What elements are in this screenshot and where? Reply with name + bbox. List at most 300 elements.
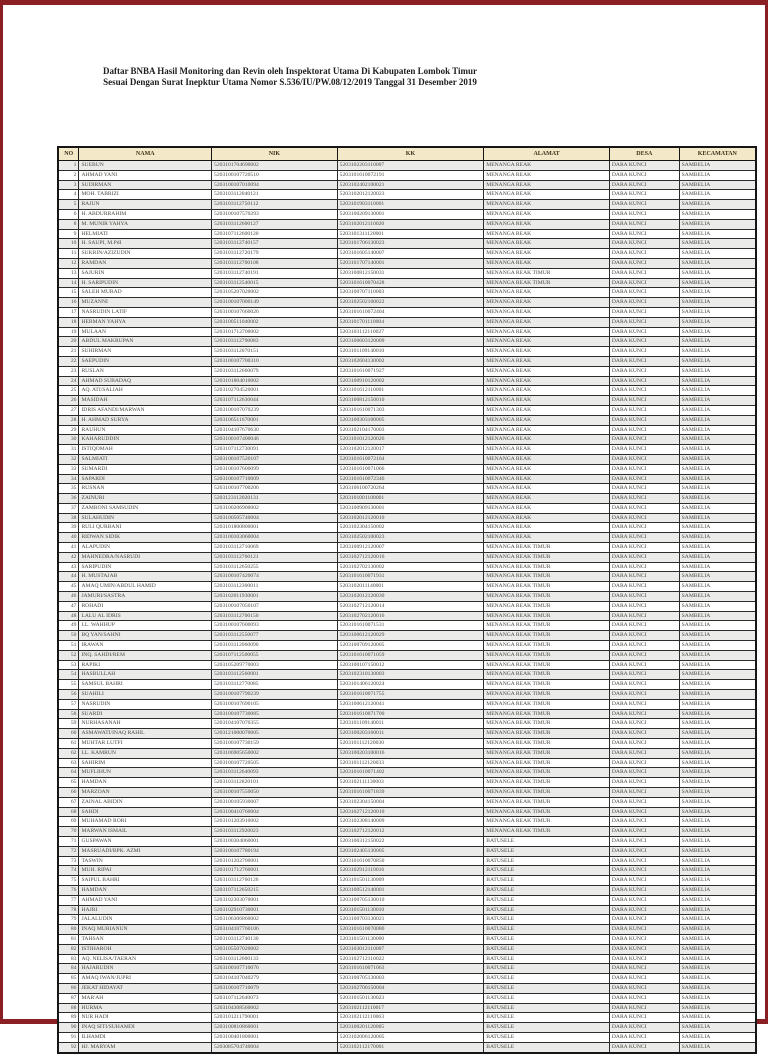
cell-nik: 5203100107070239 (212, 405, 338, 415)
cell-no: 53 (58, 660, 79, 670)
cell-nama: ASMAWATI/INAQ RAHIL (79, 729, 212, 739)
table-row (58, 249, 756, 259)
table-row (58, 778, 756, 788)
cell-kk: 5203102104170003 (337, 425, 484, 435)
cell-alamat: MENANGA REAK (484, 503, 610, 513)
cell-kecamatan: SAMBELIA (679, 219, 756, 229)
cell-alamat: MENANGA REAK (484, 239, 610, 249)
cell-desa: DARA KUNCI (609, 523, 679, 533)
table-row (58, 239, 756, 249)
cell-kk: 5203102308140009 (337, 817, 484, 827)
cell-desa: DARA KUNCI (609, 592, 679, 602)
cell-nama: M. MUNIR YAHYA (79, 219, 212, 229)
cell-desa: DARA KUNCI (609, 788, 679, 798)
cell-alamat: MENANGA REAK (484, 533, 610, 543)
cell-nama: H. MUSTAJAB (79, 572, 212, 582)
cell-kecamatan: SAMBELIA (679, 170, 756, 180)
cell-desa: DARA KUNCI (609, 866, 679, 876)
table-row (58, 964, 756, 974)
cell-nik: 5203101211790001 (212, 1013, 338, 1023)
table-row (58, 317, 756, 327)
table-row (58, 915, 756, 925)
cell-alamat: MENANGA REAK (484, 288, 610, 298)
cell-nama: RAJUN (79, 200, 212, 210)
column-header-kecamatan: KECAMATAN (679, 147, 756, 161)
cell-kk: 5203101610071402 (337, 768, 484, 778)
cell-no: 92 (58, 1042, 79, 1052)
cell-kecamatan: SAMBELIA (679, 876, 756, 886)
cell-kk: 5203102012120017 (337, 445, 484, 455)
cell-nik: 5203103112710069 (212, 543, 338, 553)
cell-no: 30 (58, 435, 79, 445)
cell-alamat: MENANGA REAK TIMUR (484, 601, 610, 611)
cell-alamat: MENANGA REAK (484, 445, 610, 455)
cell-nama: KAHARUDDIN (79, 435, 212, 445)
cell-kk: 5203101112120030 (337, 739, 484, 749)
cell-kecamatan: SAMBELIA (679, 895, 756, 905)
cell-kk: 5203101610071755 (337, 690, 484, 700)
table-row (58, 552, 756, 562)
cell-no: 73 (58, 856, 79, 866)
cell-nik: 5203100206900002 (212, 503, 338, 513)
cell-alamat: MENANGA REAK (484, 415, 610, 425)
cell-kk: 5203101610072346 (337, 474, 484, 484)
cell-kecamatan: SAMBELIA (679, 974, 756, 984)
cell-kecamatan: SAMBELIA (679, 513, 756, 523)
cell-nik: 5203103112300011 (212, 582, 338, 592)
cell-nama: SUARDI (79, 709, 212, 719)
cell-nama: SUMARDI (79, 464, 212, 474)
cell-nama: RAPIKI (79, 660, 212, 670)
cell-nama: NUR HADI (79, 1013, 212, 1023)
cell-kecamatan: SAMBELIA (679, 690, 756, 700)
cell-no: 48 (58, 611, 79, 621)
cell-nik: 5203106905650002 (212, 748, 338, 758)
cell-nik: 5203107112730091 (212, 445, 338, 455)
cell-desa: DARA KUNCI (609, 229, 679, 239)
cell-kecamatan: SAMBELIA (679, 660, 756, 670)
table-row (58, 543, 756, 553)
cell-desa: DARA KUNCI (609, 974, 679, 984)
table-row (58, 258, 756, 268)
cell-nik: 5203100107010094 (212, 180, 338, 190)
cell-no: 34 (58, 474, 79, 484)
cell-kecamatan: SAMBELIA (679, 592, 756, 602)
cell-nama: SUEBUN (79, 161, 212, 171)
table-row (58, 415, 756, 425)
cell-nama: H. ABDURRAHIM (79, 209, 212, 219)
cell-nama: GUSPAWAN (79, 836, 212, 846)
cell-desa: DARA KUNCI (609, 876, 679, 886)
cell-alamat: BATUSELE (484, 974, 610, 984)
cell-nama: SARIPUDIN (79, 562, 212, 572)
cell-kk: 5203101311120001 (337, 229, 484, 239)
cell-nama: TASWIN (79, 856, 212, 866)
table-row (58, 788, 756, 798)
cell-nik: 5203107112630044 (212, 396, 338, 406)
cell-nik: 5203100107600093 (212, 621, 338, 631)
cell-no: 45 (58, 582, 79, 592)
cell-kecamatan: SAMBELIA (679, 288, 756, 298)
cell-nama: ROHADI (79, 601, 212, 611)
cell-kk: 5203102012120010 (337, 513, 484, 523)
cell-kecamatan: SAMBELIA (679, 817, 756, 827)
cell-nama: RUSLAN (79, 366, 212, 376)
cell-nama: HELMIATI (79, 229, 212, 239)
cell-kecamatan: SAMBELIA (679, 670, 756, 680)
cell-alamat: MENANGA REAK (484, 219, 610, 229)
table-row (58, 190, 756, 200)
cell-desa: DARA KUNCI (609, 621, 679, 631)
cell-alamat: MENANGA REAK (484, 425, 610, 435)
cell-kecamatan: SAMBELIA (679, 866, 756, 876)
cell-no: 33 (58, 464, 79, 474)
cell-no: 76 (58, 885, 79, 895)
cell-desa: DARA KUNCI (609, 425, 679, 435)
cell-no: 4 (58, 190, 79, 200)
cell-nama: SAMSUL BAHRI (79, 680, 212, 690)
cell-nama: TAHSAN (79, 934, 212, 944)
cell-kecamatan: SAMBELIA (679, 934, 756, 944)
cell-desa: DARA KUNCI (609, 846, 679, 856)
table-row (58, 209, 756, 219)
cell-alamat: BATUSELE (484, 866, 610, 876)
cell-desa: DARA KUNCI (609, 533, 679, 543)
cell-nama: INAQ SITI/SUHAMDI (79, 1023, 212, 1033)
cell-kk: 5203102912110016 (337, 866, 484, 876)
cell-nik: 5203102704520001 (212, 386, 338, 396)
cell-kecamatan: SAMBELIA (679, 494, 756, 504)
cell-alamat: BATUSELE (484, 934, 610, 944)
cell-alamat: MENANGA REAK (484, 474, 610, 484)
cell-alamat: MENANGA REAK (484, 317, 610, 327)
cell-kecamatan: SAMBELIA (679, 405, 756, 415)
cell-kk: 5203100705130003 (337, 974, 484, 984)
table-row (58, 200, 756, 210)
cell-kecamatan: SAMBELIA (679, 983, 756, 993)
cell-kk: 5203101610070080 (337, 925, 484, 935)
cell-kk: 5203102112170001 (337, 1042, 484, 1052)
cell-desa: DARA KUNCI (609, 964, 679, 974)
cell-kk: 5203100201120005 (337, 1023, 484, 1033)
cell-kecamatan: SAMBELIA (679, 885, 756, 895)
cell-kk: 5203101112120033 (337, 758, 484, 768)
cell-no: 63 (58, 758, 79, 768)
cell-desa: DARA KUNCI (609, 582, 679, 592)
cell-kk: 5203100709120005 (337, 641, 484, 651)
cell-alamat: MENANGA REAK TIMUR (484, 552, 610, 562)
cell-nama: RUSNAN (79, 484, 212, 494)
cell-desa: DARA KUNCI (609, 366, 679, 376)
cell-nama: SAHIRIM (79, 758, 212, 768)
cell-desa: DARA KUNCI (609, 631, 679, 641)
cell-nama: MULAAN (79, 327, 212, 337)
cell-kecamatan: SAMBELIA (679, 836, 756, 846)
cell-kecamatan: SAMBELIA (679, 1023, 756, 1033)
table-row (58, 170, 756, 180)
cell-kk: 5203103112110027 (337, 327, 484, 337)
cell-no: 68 (58, 807, 79, 817)
cell-no: 56 (58, 690, 79, 700)
cell-no: 31 (58, 445, 79, 455)
cell-desa: DARA KUNCI (609, 464, 679, 474)
cell-alamat: MENANGA REAK (484, 209, 610, 219)
table-row (58, 356, 756, 366)
cell-nik: 5203100107710009 (212, 474, 338, 484)
table-row (58, 739, 756, 749)
cell-nik: 5203103112070151 (212, 347, 338, 357)
cell-no: 40 (58, 533, 79, 543)
cell-alamat: MENANGA REAK TIMUR (484, 572, 610, 582)
cell-nik: 5203102303070001 (212, 895, 338, 905)
cell-nik: 5203103112600133 (212, 954, 338, 964)
cell-nama: MUH. RIPAI (79, 866, 212, 876)
cell-kecamatan: SAMBELIA (679, 209, 756, 219)
cell-kecamatan: SAMBELIA (679, 827, 756, 837)
cell-alamat: MENANGA REAK TIMUR (484, 592, 610, 602)
cell-no: 28 (58, 415, 79, 425)
cell-no: 5 (58, 200, 79, 210)
table-row (58, 885, 756, 895)
cell-desa: DARA KUNCI (609, 405, 679, 415)
cell-nik: 5203105507020002 (212, 944, 338, 954)
cell-nik: 5203106511670001 (212, 415, 338, 425)
cell-no: 66 (58, 788, 79, 798)
cell-nama: IDRIS AFANDI/MARWAN (79, 405, 212, 415)
cell-no: 10 (58, 239, 79, 249)
table-row (58, 298, 756, 308)
cell-kecamatan: SAMBELIA (679, 337, 756, 347)
cell-nik: 5203100107690105 (212, 699, 338, 709)
cell-nama: SUKRIN/AZIZUDIN (79, 249, 212, 259)
document-title-line2: Sesuai Dengan Surat Inepktur Utama Nomor S.536/IU/PW.08/12/2019 Tanggal 31 Desember 2019 (103, 76, 477, 87)
cell-kecamatan: SAMBELIA (679, 190, 756, 200)
cell-desa: DARA KUNCI (609, 778, 679, 788)
cell-kk: 5203100703130021 (337, 915, 484, 925)
cell-desa: DARA KUNCI (609, 709, 679, 719)
table-row (58, 729, 756, 739)
table-row (58, 1023, 756, 1033)
cell-kk: 5203101610070428 (337, 278, 484, 288)
table-row (58, 650, 756, 660)
cell-nik: 5203103112540015 (212, 278, 338, 288)
cell-nik: 5203101704690002 (212, 161, 338, 171)
table-row (58, 905, 756, 915)
cell-nama: SAIPUL BAHRI (79, 876, 212, 886)
cell-nik: 5203103112040121 (212, 190, 338, 200)
cell-kecamatan: SAMBELIA (679, 258, 756, 268)
cell-alamat: BATUSELE (484, 895, 610, 905)
cell-nama: HURMA (79, 1003, 212, 1013)
cell-kk: 5203102310130003 (337, 670, 484, 680)
cell-desa: DARA KUNCI (609, 258, 679, 268)
cell-nama: ZAINURI (79, 494, 212, 504)
cell-no: 87 (58, 993, 79, 1003)
cell-kk: 5203102700150004 (337, 983, 484, 993)
cell-desa: DARA KUNCI (609, 552, 679, 562)
cell-nik: 5203106306860002 (212, 915, 338, 925)
cell-desa: DARA KUNCI (609, 1003, 679, 1013)
table-row (58, 396, 756, 406)
cell-nik: 5203101712760001 (212, 866, 338, 876)
cell-nik: 5203101800800001 (212, 523, 338, 533)
cell-kecamatan: SAMBELIA (679, 366, 756, 376)
cell-kecamatan: SAMBELIA (679, 758, 756, 768)
cell-kk: 5203102702120016 (337, 611, 484, 621)
cell-alamat: MENANGA REAK (484, 327, 610, 337)
cell-kk: 5203100107150012 (337, 660, 484, 670)
cell-nik: 5203100107400046 (212, 435, 338, 445)
cell-nama: RIDWAN SIDIK (79, 533, 212, 543)
cell-kecamatan: SAMBELIA (679, 915, 756, 925)
cell-kk: 5203101406120024 (337, 680, 484, 690)
cell-kk: 5203101501130023 (337, 993, 484, 1003)
cell-alamat: MENANGA REAK (484, 200, 610, 210)
cell-nik: 5203100107720505 (212, 758, 338, 768)
column-header-nik: NIK (212, 147, 338, 161)
cell-nama: HAJARUDIN (79, 964, 212, 974)
table-row (58, 219, 756, 229)
cell-nik: 5203103112760121 (212, 552, 338, 562)
cell-kk: 5203101501130010 (337, 905, 484, 915)
cell-kk: 5203102604130002 (337, 356, 484, 366)
cell-kk: 5203102012120023 (337, 190, 484, 200)
cell-desa: DARA KUNCI (609, 396, 679, 406)
cell-no: 65 (58, 778, 79, 788)
cell-kecamatan: SAMBELIA (679, 601, 756, 611)
cell-no: 24 (58, 376, 79, 386)
cell-kk: 5203106100720264 (337, 484, 484, 494)
cell-nama: NASRUDIN LATIF (79, 307, 212, 317)
column-header-desa: DESA (609, 147, 679, 161)
cell-kk: 5203100612120029 (337, 631, 484, 641)
cell-no: 27 (58, 405, 79, 415)
cell-nama: MARZOAN (79, 788, 212, 798)
table-row (58, 278, 756, 288)
cell-no: 69 (58, 817, 79, 827)
cell-kk: 5203102405130005 (337, 846, 484, 856)
cell-kecamatan: SAMBELIA (679, 572, 756, 582)
cell-alamat: MENANGA REAK (484, 307, 610, 317)
cell-no: 80 (58, 925, 79, 935)
cell-alamat: MENANGA REAK TIMUR (484, 631, 610, 641)
cell-nik: 5203102011930001 (212, 592, 338, 602)
table-row (58, 229, 756, 239)
cell-nik: 5203100410760004 (212, 807, 338, 817)
table-row (58, 435, 756, 445)
cell-desa: DARA KUNCI (609, 680, 679, 690)
cell-alamat: MENANGA REAK (484, 190, 610, 200)
cell-kk: 5203102502100022 (337, 298, 484, 308)
cell-nik: 5203100107550050 (212, 788, 338, 798)
cell-nama: MASIDAH (79, 396, 212, 406)
table-row (58, 660, 756, 670)
cell-kecamatan: SAMBELIA (679, 641, 756, 651)
cell-kk: 5203102012120030 (337, 592, 484, 602)
cell-alamat: MENANGA REAK (484, 298, 610, 308)
cell-nama: AMAQ UMIN/ABDUL HAMID (79, 582, 212, 592)
cell-alamat: MENANGA REAK TIMUR (484, 268, 610, 278)
cell-kk: 5203101610071700 (337, 709, 484, 719)
cell-desa: DARA KUNCI (609, 1042, 679, 1052)
cell-no: 22 (58, 356, 79, 366)
cell-alamat: BATUSELE (484, 1042, 610, 1052)
cell-alamat: MENANGA REAK TIMUR (484, 690, 610, 700)
cell-kk: 5203101001100001 (337, 494, 484, 504)
cell-alamat: MENANGA REAK (484, 405, 610, 415)
cell-nik: 5203103112060090 (212, 641, 338, 651)
cell-nama: MASRUADI/BPK. AZMI (79, 846, 212, 856)
cell-alamat: MENANGA REAK (484, 161, 610, 171)
cell-nama: LL. KAMRUN (79, 748, 212, 758)
cell-nama: SUAHILI (79, 690, 212, 700)
table-row (58, 641, 756, 651)
cell-nama: SAEPUDIN (79, 356, 212, 366)
cell-kecamatan: SAMBELIA (679, 748, 756, 758)
cell-alamat: MENANGA REAK (484, 356, 610, 366)
cell-alamat: MENANGA REAK (484, 523, 610, 533)
cell-desa: DARA KUNCI (609, 934, 679, 944)
cell-nama: AQ. NELISA/TAERAN (79, 954, 212, 964)
cell-desa: DARA KUNCI (609, 445, 679, 455)
table-row (58, 974, 756, 984)
cell-nama: ILHAMDI (79, 1032, 212, 1042)
cell-nik: 5203100107710079 (212, 983, 338, 993)
bnba-table-container (57, 146, 757, 1054)
cell-kecamatan: SAMBELIA (679, 268, 756, 278)
cell-kk: 5203102203110007 (337, 161, 484, 171)
cell-desa: DARA KUNCI (609, 1013, 679, 1023)
table-row (58, 268, 756, 278)
cell-alamat: BATUSELE (484, 993, 610, 1003)
cell-desa: DARA KUNCI (609, 983, 679, 993)
cell-desa: DARA KUNCI (609, 690, 679, 700)
cell-nik: 5203104107760106 (212, 925, 338, 935)
cell-desa: DARA KUNCI (609, 572, 679, 582)
table-row (58, 582, 756, 592)
cell-nik: 5203100103060004 (212, 533, 338, 543)
cell-no: 79 (58, 915, 79, 925)
cell-desa: DARA KUNCI (609, 180, 679, 190)
cell-desa: DARA KUNCI (609, 288, 679, 298)
cell-kecamatan: SAMBELIA (679, 778, 756, 788)
cell-alamat: MENANGA REAK TIMUR (484, 797, 610, 807)
cell-nik: 5203103112700108 (212, 258, 338, 268)
table-row (58, 934, 756, 944)
cell-alamat: BATUSELE (484, 983, 610, 993)
cell-kk: 5203101610070850 (337, 856, 484, 866)
cell-no: 55 (58, 680, 79, 690)
cell-kecamatan: SAMBELIA (679, 768, 756, 778)
cell-desa: DARA KUNCI (609, 660, 679, 670)
cell-alamat: MENANGA REAK TIMUR (484, 680, 610, 690)
cell-no: 6 (58, 209, 79, 219)
cell-desa: DARA KUNCI (609, 543, 679, 553)
cell-kecamatan: SAMBELIA (679, 376, 756, 386)
cell-kk: 5203100909130001 (337, 503, 484, 513)
cell-alamat: BATUSELE (484, 1023, 610, 1033)
cell-desa: DARA KUNCI (609, 249, 679, 259)
cell-no: 82 (58, 944, 79, 954)
cell-kecamatan: SAMBELIA (679, 611, 756, 621)
cell-desa: DARA KUNCI (609, 748, 679, 758)
cell-no: 67 (58, 797, 79, 807)
cell-alamat: MENANGA REAK (484, 494, 610, 504)
cell-alamat: MENANGA REAK TIMUR (484, 621, 610, 631)
cell-nik: 5203103112650255 (212, 562, 338, 572)
cell-kk: 5203101610071303 (337, 405, 484, 415)
cell-alamat: BATUSELE (484, 846, 610, 856)
